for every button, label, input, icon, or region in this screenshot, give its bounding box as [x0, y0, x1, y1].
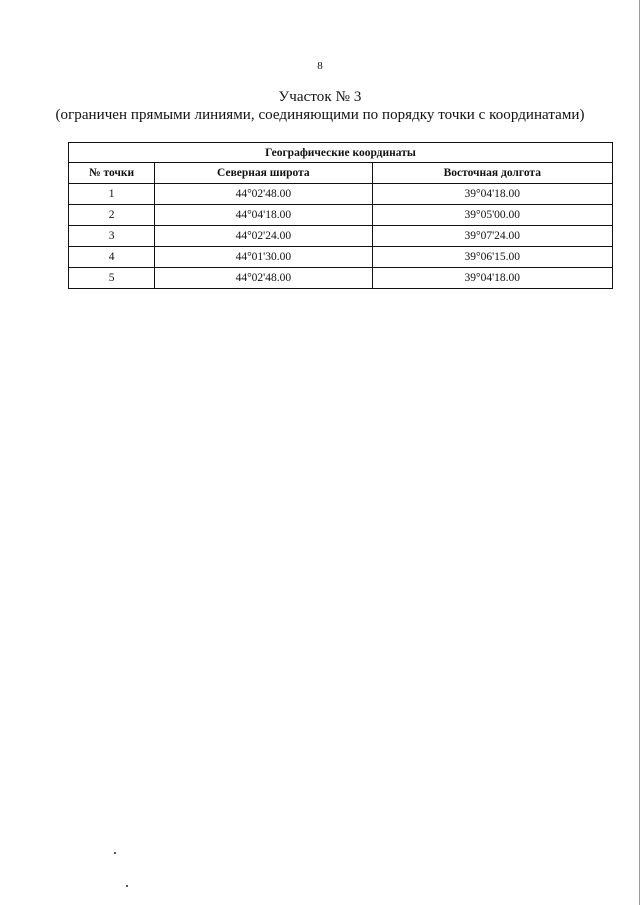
- group-header-geographic-coordinates: Географические координаты: [69, 143, 613, 163]
- longitude-cell: 39°05'00.00: [372, 205, 612, 226]
- latitude-cell: 44°04'18.00: [155, 205, 372, 226]
- longitude-cell: 39°04'18.00: [372, 268, 612, 289]
- point-number-cell: 2: [69, 205, 155, 226]
- latitude-cell: 44°01'30.00: [155, 247, 372, 268]
- latitude-cell: 44°02'24.00: [155, 226, 372, 247]
- scan-speck: [114, 852, 116, 854]
- section-title: Участок № 3: [278, 89, 362, 105]
- latitude-cell: 44°02'48.00: [155, 184, 372, 205]
- longitude-cell: 39°04'18.00: [372, 184, 612, 205]
- table-group-header-row: [69, 143, 613, 163]
- table-row: [69, 268, 613, 289]
- longitude-cell: 39°06'15.00: [372, 247, 612, 268]
- table-row: [69, 184, 613, 205]
- table-row: [69, 205, 613, 226]
- page-number: 8: [317, 60, 323, 72]
- scan-speck: [126, 885, 128, 887]
- point-number-cell: 3: [69, 226, 155, 247]
- coordinates-table: [68, 142, 613, 289]
- point-number-cell: 4: [69, 247, 155, 268]
- table-row: [69, 226, 613, 247]
- section-subtitle: (ограничен прямыми линиями, соединяющими по порядку точки с координатами): [55, 107, 585, 123]
- latitude-cell: 44°02'48.00: [155, 268, 372, 289]
- longitude-cell: 39°07'24.00: [372, 226, 612, 247]
- column-header-east-longitude: Восточная долгота: [372, 163, 612, 184]
- column-header-north-latitude: Северная широта: [155, 163, 372, 184]
- point-number-cell: 5: [69, 268, 155, 289]
- table-header-row: [69, 163, 613, 184]
- column-header-point-number: № точки: [69, 163, 155, 184]
- table-row: [69, 247, 613, 268]
- point-number-cell: 1: [69, 184, 155, 205]
